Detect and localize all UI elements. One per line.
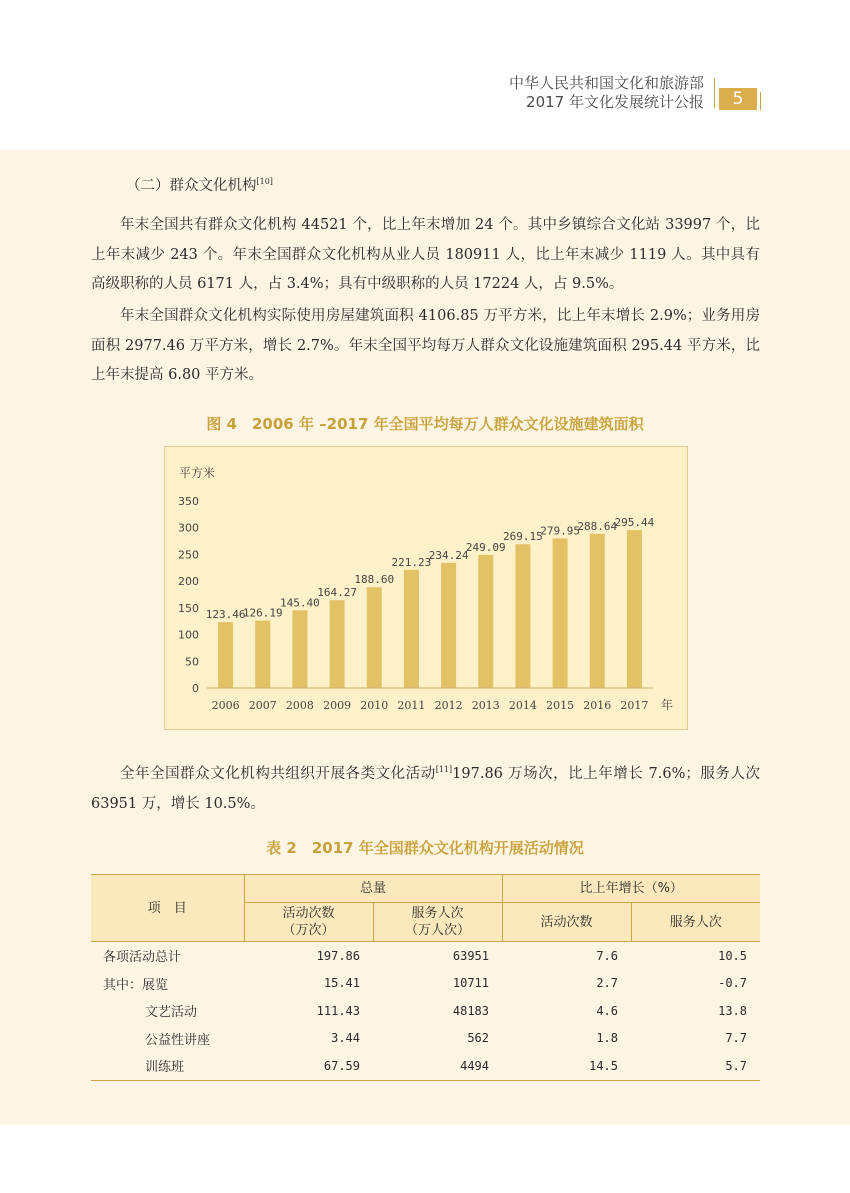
paragraph-activities-note: [11] xyxy=(435,765,453,775)
chart-bar xyxy=(553,538,568,688)
bar-data-label: 269.15 xyxy=(503,530,543,544)
row-activities: 67.59 xyxy=(244,1052,373,1080)
bar-data-label: 234.24 xyxy=(428,548,469,562)
chart-bar xyxy=(590,534,605,688)
row-visitors: 10711 xyxy=(452,976,489,991)
row-label: 训练班 xyxy=(91,1052,244,1080)
row-growth-visitors: 10.5 xyxy=(718,948,747,963)
paragraph-staff: 年末全国共有群众文化机构 44521 个，比上年末增加 24 个。其中乡镇综合文化站 33997 个，比上年末减少 243 个。年末全国群众文化机构从业人员 180911 人，比上年末减少 1119 人。其中具有高级职称的人员 6171 人，占 3.4%；具有中级职称的人员 17224 人，占 9.5%。 xyxy=(91,217,760,292)
table-row xyxy=(91,970,760,998)
chart-bar xyxy=(404,570,419,688)
bar-data-label: 295.44 xyxy=(614,516,655,530)
bar-data-label: 123.46 xyxy=(205,608,246,622)
row-activities: 197.86 xyxy=(316,948,360,963)
row-activities: 3.44 xyxy=(331,1031,360,1046)
paragraph-activities-part1: 全年全国群众文化机构共组织开展各类文化活动 xyxy=(120,766,436,782)
chart-bar xyxy=(218,622,233,688)
section-title-text: （二）群众文化机构 xyxy=(126,178,257,194)
x-tick-label: 2017 xyxy=(620,699,649,712)
y-tick-label: 250 xyxy=(178,548,199,562)
x-tick-label: 2010 xyxy=(360,699,389,712)
row-visitors: 562 xyxy=(467,1031,489,1046)
row-label: 公益性讲座 xyxy=(145,1032,211,1048)
row-growth-activities: 1.8 xyxy=(596,1031,618,1046)
figure-title: 图 4 2006 年 –2017 年全国平均每万人群众文化设施建筑面积 xyxy=(206,415,644,433)
header-growth-activities: 活动次数 xyxy=(502,903,631,942)
y-axis-unit-label: 平方米 xyxy=(179,466,216,480)
y-tick-label: 350 xyxy=(178,495,199,508)
header-total: 总量 xyxy=(244,875,502,903)
bar-data-label: 126.19 xyxy=(242,606,283,620)
row-growth-activities: 2.7 xyxy=(596,976,618,991)
row-growth-activities: 4.6 xyxy=(596,1003,618,1018)
row-label: 各项活动总计 xyxy=(103,950,182,966)
chart-bar xyxy=(367,587,382,688)
table-title: 表 2 2017 年全国群众文化机构开展活动情况 xyxy=(266,839,584,857)
bar-data-label: 221.23 xyxy=(391,555,432,569)
row-growth-visitors: 7.7 xyxy=(725,1031,747,1046)
chart-bar xyxy=(515,544,530,688)
row-label: 其中：展览 xyxy=(103,977,169,993)
row-growth-activities: 14.5 xyxy=(502,1052,631,1080)
bar-chart-svg xyxy=(165,447,687,729)
chart-bar xyxy=(627,530,642,688)
bar-data-label: 164.27 xyxy=(317,586,357,600)
row-label: 文艺活动 xyxy=(145,1005,198,1021)
x-tick-label: 2016 xyxy=(583,699,612,712)
y-tick-label: 300 xyxy=(178,521,199,535)
section-note: [10] xyxy=(256,177,273,187)
table-row xyxy=(91,942,760,970)
page-number: 5 xyxy=(719,88,757,110)
bar-data-label: 249.09 xyxy=(465,540,506,554)
x-tick-label: 2015 xyxy=(546,699,575,712)
chart-bar xyxy=(330,600,345,688)
header-growth-visitors: 服务人次 xyxy=(631,903,760,942)
page-header xyxy=(0,0,850,150)
row-growth-visitors: -0.7 xyxy=(718,976,747,991)
table-row xyxy=(91,1025,760,1053)
header-visitors xyxy=(373,903,502,942)
row-activities: 15.41 xyxy=(323,976,360,991)
header-divider xyxy=(714,78,715,108)
x-tick-label: 2006 xyxy=(211,699,240,712)
header-activities-line2: （万次） xyxy=(282,923,335,938)
row-visitors: 4494 xyxy=(373,1052,502,1080)
y-tick-label: 50 xyxy=(185,655,199,669)
x-axis-unit-label: 年 xyxy=(661,698,674,712)
x-tick-label: 2008 xyxy=(285,699,314,712)
x-tick-label: 2009 xyxy=(323,699,352,712)
y-tick-label: 200 xyxy=(178,575,199,589)
paragraph-area: 年末全国群众文化机构实际使用房屋建筑面积 4106.85 万平方米，比上年末增长 2.9%；业务用房面积 2977.46 万平方米，增长 2.7%。年末全国平均每万人群众文化设施建筑面积 295.44 平方米，比上年末提高 6.80 平方米。 xyxy=(91,308,760,383)
table-row xyxy=(91,997,760,1025)
chart-bar xyxy=(478,555,493,688)
chart-bar xyxy=(255,621,270,688)
row-visitors: 48183 xyxy=(452,1003,489,1018)
y-tick-label: 150 xyxy=(178,601,199,615)
header-growth: 比上年增长（%） xyxy=(502,875,760,903)
x-tick-label: 2012 xyxy=(434,699,463,712)
header-divider-right xyxy=(760,92,761,110)
header-visitors-line1: 服务人次 xyxy=(411,906,464,921)
bar-chart xyxy=(164,446,688,730)
header-visitors-line2: （万人次） xyxy=(404,923,470,938)
section-title xyxy=(126,174,273,195)
bar-data-label: 288.64 xyxy=(577,519,618,533)
x-tick-label: 2013 xyxy=(471,699,500,712)
header-report: 2017 年文化发展统计公报 xyxy=(526,93,704,111)
chart-bar xyxy=(441,563,456,688)
x-tick-label: 2011 xyxy=(397,699,426,712)
page-footer xyxy=(0,1125,850,1193)
header-activities xyxy=(244,903,373,942)
y-tick-label: 0 xyxy=(192,682,199,695)
bar-data-label: 188.60 xyxy=(354,573,395,587)
header-text xyxy=(509,74,704,112)
header-item: 项 目 xyxy=(91,875,244,942)
row-growth-visitors: 13.8 xyxy=(718,1003,747,1018)
paragraph-activities-part2: 197.86 万场次，比上年增长 7.6%；服务人次 63951 万，增长 10.5%。 xyxy=(91,766,760,812)
chart-bar xyxy=(292,610,307,688)
header-activities-line1: 活动次数 xyxy=(282,906,335,921)
bar-data-label: 145.40 xyxy=(280,596,320,610)
row-activities: 111.43 xyxy=(316,1003,360,1018)
paragraph-activities xyxy=(91,760,760,819)
header-org: 中华人民共和国文化和旅游部 xyxy=(508,74,704,92)
activities-table xyxy=(91,874,760,1081)
row-visitors: 63951 xyxy=(452,948,489,963)
row-growth-visitors: 5.7 xyxy=(631,1052,760,1080)
x-tick-label: 2014 xyxy=(508,699,537,712)
bar-data-label: 279.95 xyxy=(540,524,580,538)
y-tick-label: 100 xyxy=(178,628,199,642)
x-tick-label: 2007 xyxy=(248,699,277,712)
table-row xyxy=(91,1052,760,1080)
row-growth-activities: 7.6 xyxy=(596,948,618,963)
